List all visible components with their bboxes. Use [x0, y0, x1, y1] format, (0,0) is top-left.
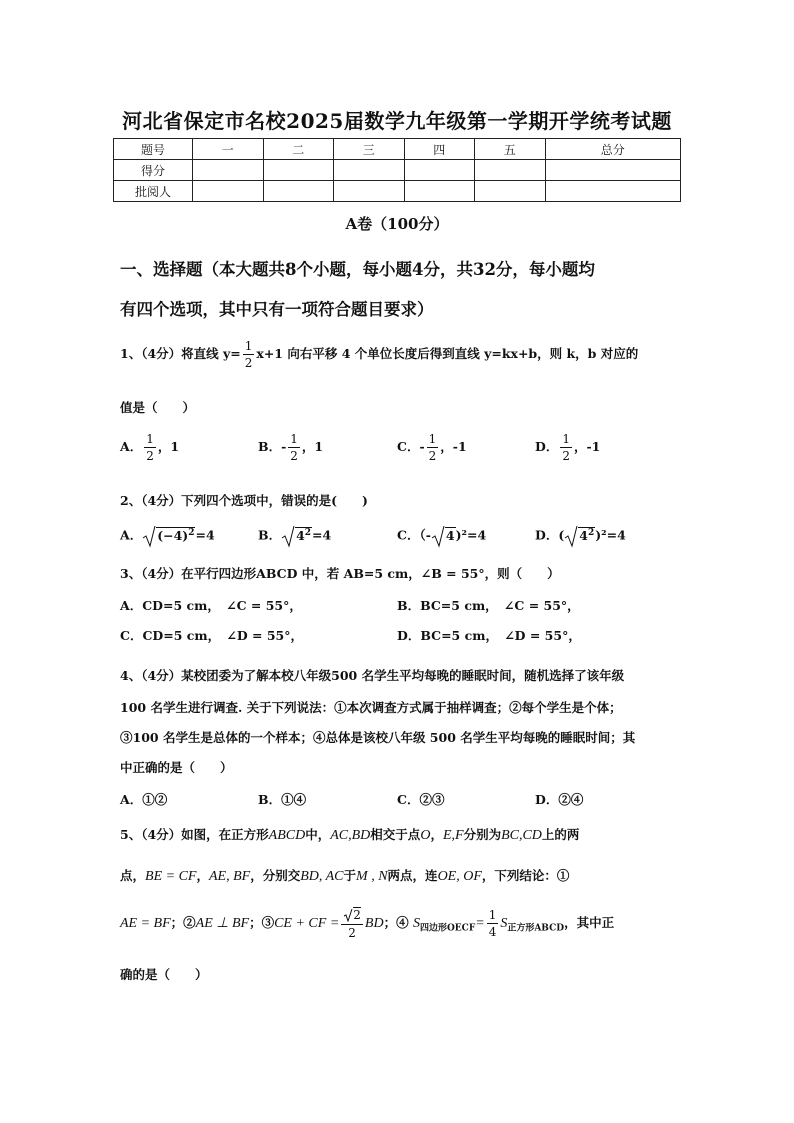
q2-radicand-c: 4	[445, 527, 455, 543]
score-table-header-row	[114, 139, 681, 160]
sqrt-sign-icon	[281, 524, 295, 548]
score-header-cell: 三	[334, 139, 405, 160]
question-4-line3: ③100 名学生是总体的一个样本；④总体是该校八年级 500 名学生平均每晚的睡眠时间；其	[120, 730, 636, 745]
question-2-stem: 2、（4分）下列四个选项中，错误的是( )	[120, 493, 368, 508]
score-row-label: 得分	[114, 160, 193, 181]
q2-radicand-d: $4^2$	[579, 527, 595, 543]
exam-title: 河北省保定市名校2025届数学九年级第一学期开学统考试题	[122, 109, 672, 133]
section-heading-line2: 有四个选项，其中只有一项符合题目要求）	[120, 300, 434, 319]
score-cell	[475, 181, 546, 202]
q1-option-a: A． $\frac{1}{2}$ ，1	[120, 432, 180, 463]
question-4-line1: 4、（4分）某校团委为了解本校八年级500 名学生平均每晚的睡眠时间，随机选择了该年级	[120, 668, 625, 683]
q1-option-b: B．- $\frac{1}{2}$ ，1	[258, 432, 324, 463]
score-header-cell: 五	[475, 139, 546, 160]
section-subtitle: A卷（100分）	[345, 215, 449, 233]
fraction-sqrt2-over-2: $\frac{2}{2}$	[341, 908, 363, 939]
question-5-line1: 5、（4分）如图，在正方形ABCD中，AC,BD相交于点O，E,F分别为BC,CD上的两	[120, 827, 580, 843]
q3-option-b: B．BC=5 cm， ∠C = 55°，	[397, 598, 580, 613]
q2-radicand-a: $(-4)^2$	[157, 527, 195, 543]
section-heading-line1: 一、选择题（本大题共8个小题，每小题4分，共32分，每小题均	[120, 260, 595, 279]
fraction-quarter: $\frac{1}{4}$	[488, 908, 497, 939]
score-cell	[404, 160, 475, 181]
sqrt-sign-icon	[343, 908, 353, 922]
score-cell	[263, 181, 334, 202]
score-cell	[545, 160, 681, 181]
sqrt-sign-icon	[564, 524, 578, 548]
score-header-cell: 总分	[545, 139, 681, 160]
fraction-half: $\frac{1}{2}$	[562, 432, 570, 463]
score-cell	[545, 181, 681, 202]
question-5-line2: 点，BE = CF，AE, BF，分别交BD, AC于M , N两点，连OE, OF，下列结论：①	[120, 868, 570, 884]
score-table-row	[114, 181, 681, 202]
q2-option-a: A． $(-4)^2=4$	[120, 524, 215, 548]
fraction-half: $\frac{1}{2}$	[146, 432, 154, 463]
score-table	[113, 138, 681, 202]
question-1-stem-end: 值是（ ）	[120, 400, 196, 415]
question-5-line3: AE = BF；②AE ⊥ BF；③CE + CF = $\frac{2}{2}$ BD；④ $S_{四边形OECF}=$ $\frac{1}{4}$ $S_{正方形ABCD}$，其中正	[120, 907, 615, 940]
sqrt-sign-icon	[142, 524, 156, 548]
q2-option-b: B． $4^2=4$	[258, 524, 331, 548]
q4-option-b: B．①④	[258, 792, 307, 807]
score-table-row	[114, 160, 681, 181]
q2-option-c: C．（- 4)²=4	[397, 524, 486, 548]
question-5-line4: 确的是（ ）	[120, 967, 208, 982]
score-cell	[334, 160, 405, 181]
score-cell	[334, 181, 405, 202]
q1-text-a: 1、（4分）将直线 y=	[120, 346, 241, 361]
score-cell	[193, 181, 264, 202]
fraction-half: $\frac{1}{2}$	[428, 432, 437, 463]
score-header-cell: 二	[263, 139, 334, 160]
q3-option-a: A．CD=5 cm， ∠C = 55°，	[120, 598, 302, 613]
q1-text-b: x+1 向右平移 4 个单位长度后得到直线 y=kx+b，则 k，b 对应的	[256, 346, 639, 361]
q4-option-c: C．②③	[397, 792, 445, 807]
score-header-cell: 一	[193, 139, 264, 160]
question-4-line4: 中正确的是（ ）	[120, 760, 233, 775]
question-1-stem	[120, 340, 638, 369]
score-cell	[475, 160, 546, 181]
question-4-line2: 100 名学生进行调查. 关于下列说法：①本次调查方式属于抽样调查；②每个学生是个体；	[120, 700, 622, 715]
q1-option-c: C．- $\frac{1}{2}$ ，-1	[397, 432, 467, 463]
sqrt-sign-icon	[431, 524, 445, 548]
score-cell	[193, 160, 264, 181]
score-header-cell: 题号	[114, 139, 193, 160]
score-header-cell: 四	[404, 139, 475, 160]
score-cell	[263, 160, 334, 181]
q4-option-d: D．②④	[535, 792, 584, 807]
q3-option-c: C．CD=5 cm， ∠D = 55°，	[120, 628, 303, 643]
q2-option-d: D．( $4^2)^2=4$	[535, 524, 626, 548]
q2-radicand-b: $4^2$	[296, 527, 312, 543]
q1-option-d: D． $\frac{1}{2}$ ，-1	[535, 432, 601, 463]
score-cell	[404, 181, 475, 202]
q4-option-a: A．①②	[120, 792, 168, 807]
fraction-half: $\frac{1}{2}$	[244, 339, 253, 370]
fraction-half: $\frac{1}{2}$	[290, 432, 298, 463]
score-row-label: 批阅人	[114, 181, 193, 202]
question-3-stem: 3、（4分）在平行四边形ABCD 中，若 AB=5 cm，∠B = 55°，则（ ）	[120, 566, 560, 581]
q3-option-d: D．BC=5 cm， ∠D = 55°，	[397, 628, 581, 643]
